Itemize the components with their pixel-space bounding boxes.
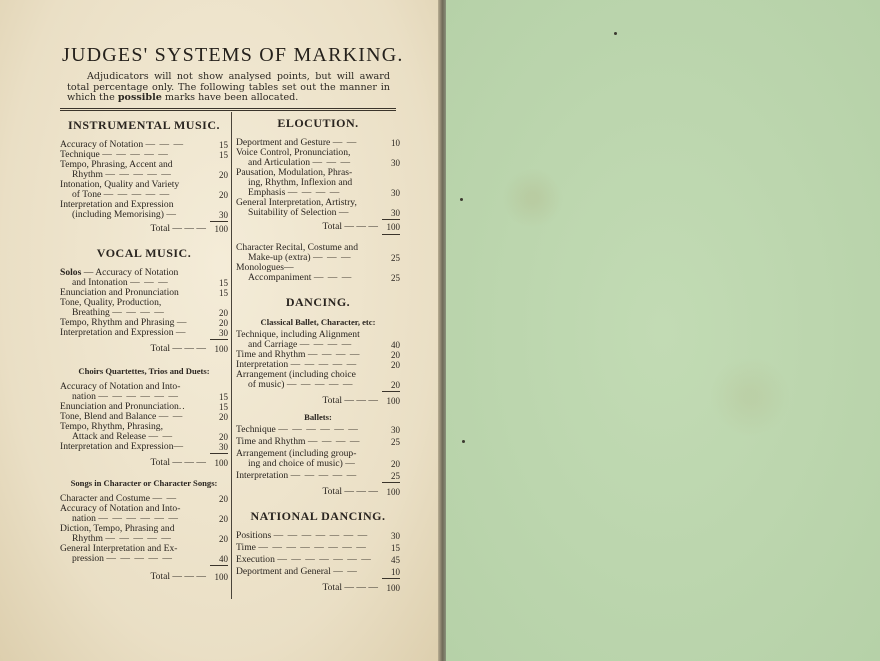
intro-paragraph	[67, 72, 390, 104]
list-item: General Interpretation, Artistry, Suitability of Selection — 30	[236, 197, 400, 218]
list-item: Tone, Quality, Production, Breathing — — — — 20	[60, 297, 228, 318]
total-row: Total — — — 100	[150, 457, 228, 468]
list-item: Character Recital, Costume and Make-up (extra) — — — 25	[236, 242, 400, 263]
elocution-list	[236, 138, 400, 283]
national-list	[236, 531, 400, 593]
list-item: Time and Rhythm — — — — 20	[236, 349, 400, 360]
list-item: Arrangement (including choice of music) — — — — — 20	[236, 369, 400, 390]
choirs-list	[60, 382, 228, 468]
ballets-heading: Ballets:	[304, 412, 332, 422]
list-item: Technique — — — — — — 30	[236, 424, 400, 435]
list-item: Pausation, Modulation, Phras- ing, Rhythm, Inflexion and Emphasis — — — — 30	[236, 167, 400, 198]
list-item: Enunciation and Pronunciation.. 15	[60, 401, 228, 412]
list-item: Interpretation and Expression— 30	[60, 441, 228, 452]
list-item: Tone, Blend and Balance — — 20	[60, 411, 228, 422]
paper-speck	[614, 32, 617, 35]
right-column	[236, 112, 400, 593]
choirs-heading: Choirs Quartettes, Trios and Duets:	[78, 366, 210, 376]
page-title: JUDGES' SYSTEMS OF MARKING.	[62, 44, 404, 66]
ballets-list	[236, 425, 400, 497]
list-item: Interpretation and Expression — 30	[60, 327, 228, 338]
total-row: Total — — — 100	[150, 343, 228, 354]
vocal-heading: VOCAL MUSIC.	[96, 246, 192, 260]
right-page-blank	[446, 0, 880, 661]
total-row: Total — — — 100	[150, 571, 228, 582]
intro-bold: possible	[117, 92, 162, 104]
list-item: Accuracy of Notation — — — 15	[60, 139, 228, 150]
dancing-heading: DANCING.	[285, 295, 351, 309]
list-item: Positions — — — — — — — 30	[236, 530, 400, 541]
list-item: Tempo, Phrasing, Accent and Rhythm — — — — — 20	[60, 159, 228, 180]
list-item: Technique, including Alignment and Carriage — — — — 40	[236, 329, 400, 350]
list-item: Interpretation and Expression (including Memorising) — 30	[60, 199, 228, 220]
paper-speck	[460, 198, 463, 201]
songs-heading: Songs in Character or Character Songs:	[70, 478, 218, 488]
left-column	[60, 112, 228, 582]
list-item: Monologues— Accompaniment — — — 25	[236, 262, 400, 283]
classical-heading: Classical Ballet, Character, etc:	[260, 317, 376, 327]
solos-list	[60, 268, 228, 354]
header-rule	[60, 108, 396, 111]
total-row: Total — — — 100	[322, 582, 400, 593]
list-item: Deportment and Gesture — — 10	[236, 137, 400, 148]
total-row: Total — — — 100	[322, 486, 400, 497]
national-heading: NATIONAL DANCING.	[250, 509, 386, 523]
list-item: Accuracy of Notation and Into- nation — — — — — — 15	[60, 381, 228, 402]
list-item: Accuracy of Notation and Into- nation — — — — — — 20	[60, 503, 228, 524]
paper-speck	[462, 440, 465, 443]
list-item: Enunciation and Pronunciation 15	[60, 287, 228, 298]
list-item: Voice Control, Pronunciation, and Articulation — — — 30	[236, 147, 400, 168]
list-item: Solos — Accuracy of Notation and Intonation — — — 15	[60, 267, 228, 288]
list-item: Deportment and General — — 10	[236, 566, 400, 577]
column-divider	[231, 112, 232, 599]
classical-list	[236, 330, 400, 406]
list-item: Character and Costume — — 20	[60, 493, 228, 504]
instrumental-list	[60, 140, 228, 234]
list-item: Tempo, Rhythm, Phrasing, Attack and Release — — 20	[60, 421, 228, 442]
list-item: Execution — — — — — — — 45	[236, 554, 400, 565]
intro-text: Adjudicators will not show analysed points, but will award total percentage only. The following tables set out the manner in which the possible marks have been allocated.	[67, 71, 390, 104]
total-row: Total — — — 100	[322, 395, 400, 406]
list-item: Intonation, Quality and Variety of Tone — — — — — 20	[60, 179, 228, 200]
list-item: Time and Rhythm — — — — 25	[236, 436, 400, 447]
instrumental-heading: INSTRUMENTAL MUSIC.	[68, 118, 220, 132]
list-item: Tempo, Rhythm and Phrasing — 20	[60, 317, 228, 328]
list-item: Interpretation — — — — — 20	[236, 359, 400, 370]
elocution-heading: ELOCUTION.	[277, 116, 359, 130]
songs-list	[60, 494, 228, 582]
total-row: Total — — — 100	[322, 221, 400, 232]
list-item: Time — — — — — — — — 15	[236, 542, 400, 553]
total-row: Total — — — 100	[150, 223, 228, 234]
list-item: Interpretation — — — — — 25	[236, 470, 400, 481]
list-item: Arrangement (including group- ing and choice of music) — 20	[236, 448, 400, 469]
list-item: Technique — — — — — 15	[60, 149, 228, 160]
list-item: Diction, Tempo, Phrasing and Rhythm — — — — — 20	[60, 523, 228, 544]
list-item: General Interpretation and Ex- pression — — — — — 40	[60, 543, 228, 564]
